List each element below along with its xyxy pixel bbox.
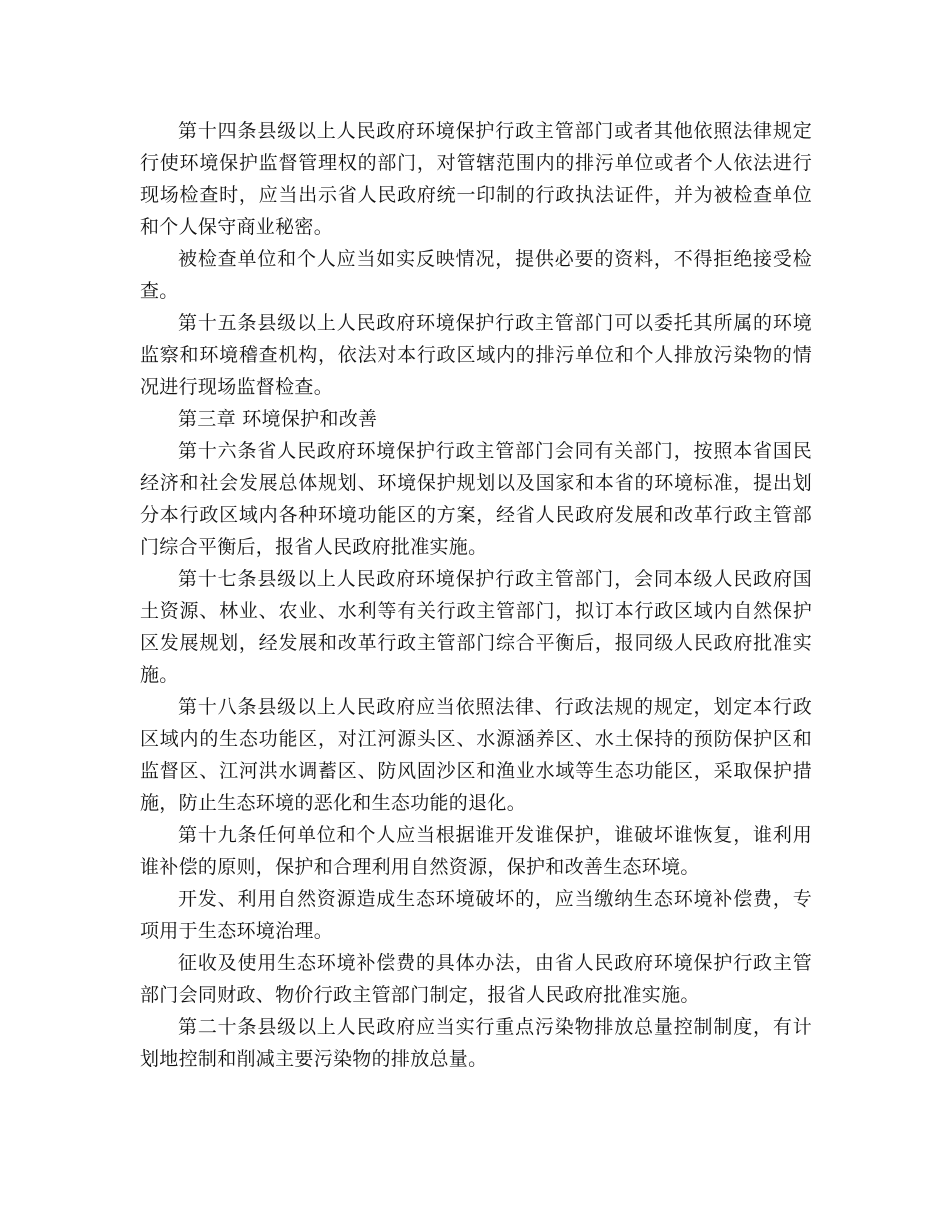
article-20-paragraph: 第二十条县级以上人民政府应当实行重点污染物排放总量控制制度，有计划地控制和削减主要污染物的排放总量。: [140, 1016, 812, 1070]
article-19-fee-method-paragraph: 征收及使用生态环境补偿费的具体办法，由省人民政府环境保护行政主管部门会同财政、物价行政主管部门制定，报省人民政府批准实施。: [140, 952, 812, 1006]
article-15-paragraph: 第十五条县级以上人民政府环境保护行政主管部门可以委托其所属的环境监察和环境稽查机构，依法对本行政区域内的排污单位和个人排放污染物的情况进行现场监督检查。: [140, 312, 812, 398]
article-19-compensation-paragraph: 开发、利用自然资源造成生态环境破坏的，应当缴纳生态环境补偿费，专项用于生态环境治理。: [140, 888, 812, 942]
article-14-inspection-paragraph: 被检查单位和个人应当如实反映情况，提供必要的资料，不得拒绝接受检查。: [140, 248, 812, 302]
article-19-paragraph: 第十九条任何单位和个人应当根据谁开发谁保护，谁破坏谁恢复，谁利用谁补偿的原则，保护和合理利用自然资源，保护和改善生态环境。: [140, 824, 812, 878]
article-16-paragraph: 第十六条省人民政府环境保护行政主管部门会同有关部门，按照本省国民经济和社会发展总体规划、环境保护规划以及国家和本省的环境标准，提出划分本行政区域内各种环境功能区的方案，经省人民政府发展和改革行政主管部门综合平衡后，报省人民政府批准实施。: [140, 440, 812, 558]
article-17-paragraph: 第十七条县级以上人民政府环境保护行政主管部门，会同本级人民政府国土资源、林业、农业、水利等有关行政主管部门，拟订本行政区域内自然保护区发展规划，经发展和改革行政主管部门综合平衡后，报同级人民政府批准实施。: [140, 568, 812, 686]
article-18-paragraph: 第十八条县级以上人民政府应当依照法律、行政法规的规定，划定本行政区域内的生态功能区，对江河源头区、水源涵养区、水土保持的预防保护区和监督区、江河洪水调蓄区、防风固沙区和渔业水域等生态功能区，采取保护措施，防止生态环境的恶化和生态功能的退化。: [140, 696, 812, 814]
document-body: [140, 115, 812, 1075]
article-14-paragraph: 第十四条县级以上人民政府环境保护行政主管部门或者其他依照法律规定行使环境保护监督管理权的部门，对管辖范围内的排污单位或者个人依法进行现场检查时，应当出示省人民政府统一印制的行政执法证件，并为被检查单位和个人保守商业秘密。: [140, 120, 812, 238]
chapter-3-heading: 第三章 环境保护和改善: [178, 408, 378, 430]
